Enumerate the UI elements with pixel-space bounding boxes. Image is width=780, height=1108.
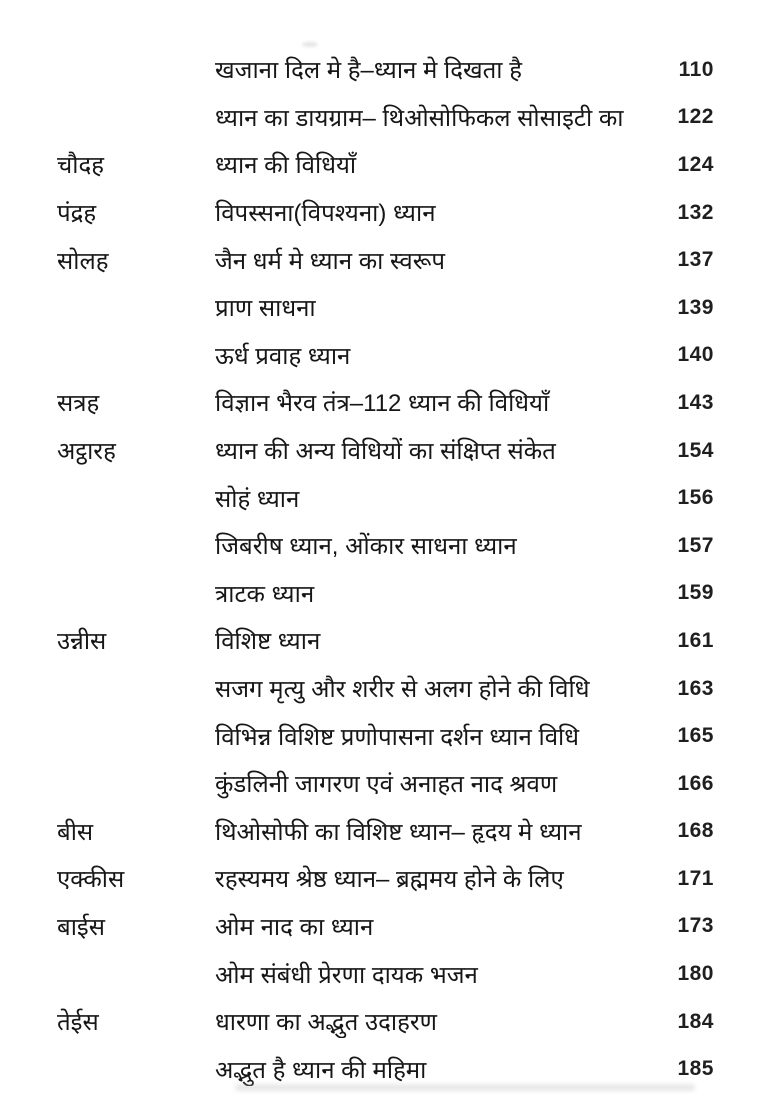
toc-page-number: 140	[677, 343, 714, 367]
toc-chapter-number: एक्कीस	[57, 866, 125, 894]
toc-row	[0, 189, 780, 237]
toc-chapter-number: सोलह	[57, 247, 109, 275]
toc-page-number: 122	[677, 105, 714, 129]
toc-row	[0, 141, 780, 189]
toc-row	[0, 94, 780, 142]
toc-entry-title: खजाना दिल मे है–ध्यान मे दिखता है	[215, 57, 522, 85]
toc-entry-title: विशिष्ट ध्यान	[215, 628, 321, 656]
toc-entry-title: त्राटक ध्यान	[215, 580, 315, 608]
toc-row	[0, 808, 780, 856]
toc-page-number: 143	[677, 390, 714, 414]
toc-chapter-number: पंद्रह	[57, 200, 97, 228]
toc-row	[0, 379, 780, 427]
toc-page-number: 166	[677, 771, 714, 795]
toc-row	[0, 332, 780, 380]
toc-row	[0, 474, 780, 522]
toc-entry-title: अद्भुत है ध्यान की महिमा	[215, 1056, 427, 1084]
toc-page-number: 168	[677, 819, 714, 843]
toc-chapter-number: अट्ठारह	[57, 438, 116, 466]
toc-page-number: 161	[677, 628, 714, 652]
toc-entry-title: जिबरीष ध्यान, ओंकार साधना ध्यान	[215, 533, 517, 561]
toc-page-number: 154	[677, 438, 714, 462]
toc-row	[0, 950, 780, 998]
toc-row	[0, 712, 780, 760]
toc-page-number: 163	[677, 676, 714, 700]
toc-chapter-number: बाईस	[57, 913, 105, 941]
toc-row	[0, 903, 780, 951]
toc-entry-title: ओम संबंधी प्रेरणा दायक भजन	[215, 961, 478, 989]
toc-page-number: 156	[677, 486, 714, 510]
toc-row	[0, 46, 780, 94]
toc-row	[0, 665, 780, 713]
toc-entry-title: थिओसोफी का विशिष्ट ध्यान– हृदय मे ध्यान	[215, 818, 582, 846]
toc-row	[0, 617, 780, 665]
toc-page-number: 110	[678, 57, 714, 81]
toc-row	[0, 998, 780, 1046]
toc-row	[0, 427, 780, 475]
toc-chapter-number: सत्रह	[57, 390, 100, 418]
scan-artifact	[235, 1084, 695, 1091]
toc-entry-title: ध्यान का डायग्राम– थिओसोफिकल सोसाइटी का	[215, 104, 624, 132]
toc-page-number: 124	[677, 152, 714, 176]
toc-row	[0, 570, 780, 618]
toc-entry-title: कुंडलिनी जागरण एवं अनाहत नाद श्रवण	[215, 771, 558, 799]
toc-entry-title: विज्ञान भैरव तंत्र–112 ध्यान की विधियाँ	[215, 390, 550, 418]
toc-entry-title: ध्यान की विधियाँ	[215, 152, 357, 180]
toc-row	[0, 522, 780, 570]
toc-entry-title: ध्यान की अन्य विधियों का संक्षिप्त संकेत	[215, 438, 556, 466]
toc-page-number: 173	[677, 914, 714, 938]
toc-entry-title: धारणा का अद्भुत उदाहरण	[215, 1009, 437, 1037]
toc-page-number: 132	[677, 200, 714, 224]
toc-entry-title: ऊर्ध प्रवाह ध्यान	[215, 342, 351, 370]
toc-entry-title: सोहं ध्यान	[215, 485, 300, 513]
toc-entry-title: ओम नाद का ध्यान	[215, 913, 374, 941]
toc-row	[0, 284, 780, 332]
toc-entry-title: रहस्यमय श्रेष्ठ ध्यान– ब्रह्ममय होने के लिए	[215, 866, 564, 894]
toc-page-number: 137	[677, 248, 714, 272]
toc-entry-title: विभिन्न विशिष्ट प्रणोपासना दर्शन ध्यान विधि	[215, 723, 580, 751]
toc-chapter-number: उन्नीस	[57, 628, 107, 656]
toc-page-number: 139	[677, 295, 714, 319]
toc-page-number: 165	[677, 724, 714, 748]
toc-entry-title: सजग मृत्यु और शरीर से अलग होने की विधि	[215, 676, 590, 704]
toc-chapter-number: बीस	[57, 818, 94, 846]
toc-page-number: 184	[677, 1009, 714, 1033]
toc-page-number: 185	[677, 1057, 714, 1081]
toc-entry-title: विपस्सना(विपश्यना) ध्यान	[215, 200, 436, 228]
toc-row	[0, 236, 780, 284]
toc-entry-title: प्राण साधना	[215, 295, 316, 323]
toc-chapter-number: चौदह	[57, 152, 104, 180]
toc-chapter-number: तेईस	[57, 1009, 99, 1037]
toc-row	[0, 855, 780, 903]
toc-list	[0, 46, 780, 1093]
toc-page-number: 180	[677, 962, 714, 986]
toc-page-number: 157	[677, 533, 714, 557]
toc-entry-title: जैन धर्म मे ध्यान का स्वरूप	[215, 247, 446, 275]
toc-page-number: 171	[677, 866, 714, 890]
toc-row	[0, 760, 780, 808]
toc-page-number: 159	[677, 581, 714, 605]
